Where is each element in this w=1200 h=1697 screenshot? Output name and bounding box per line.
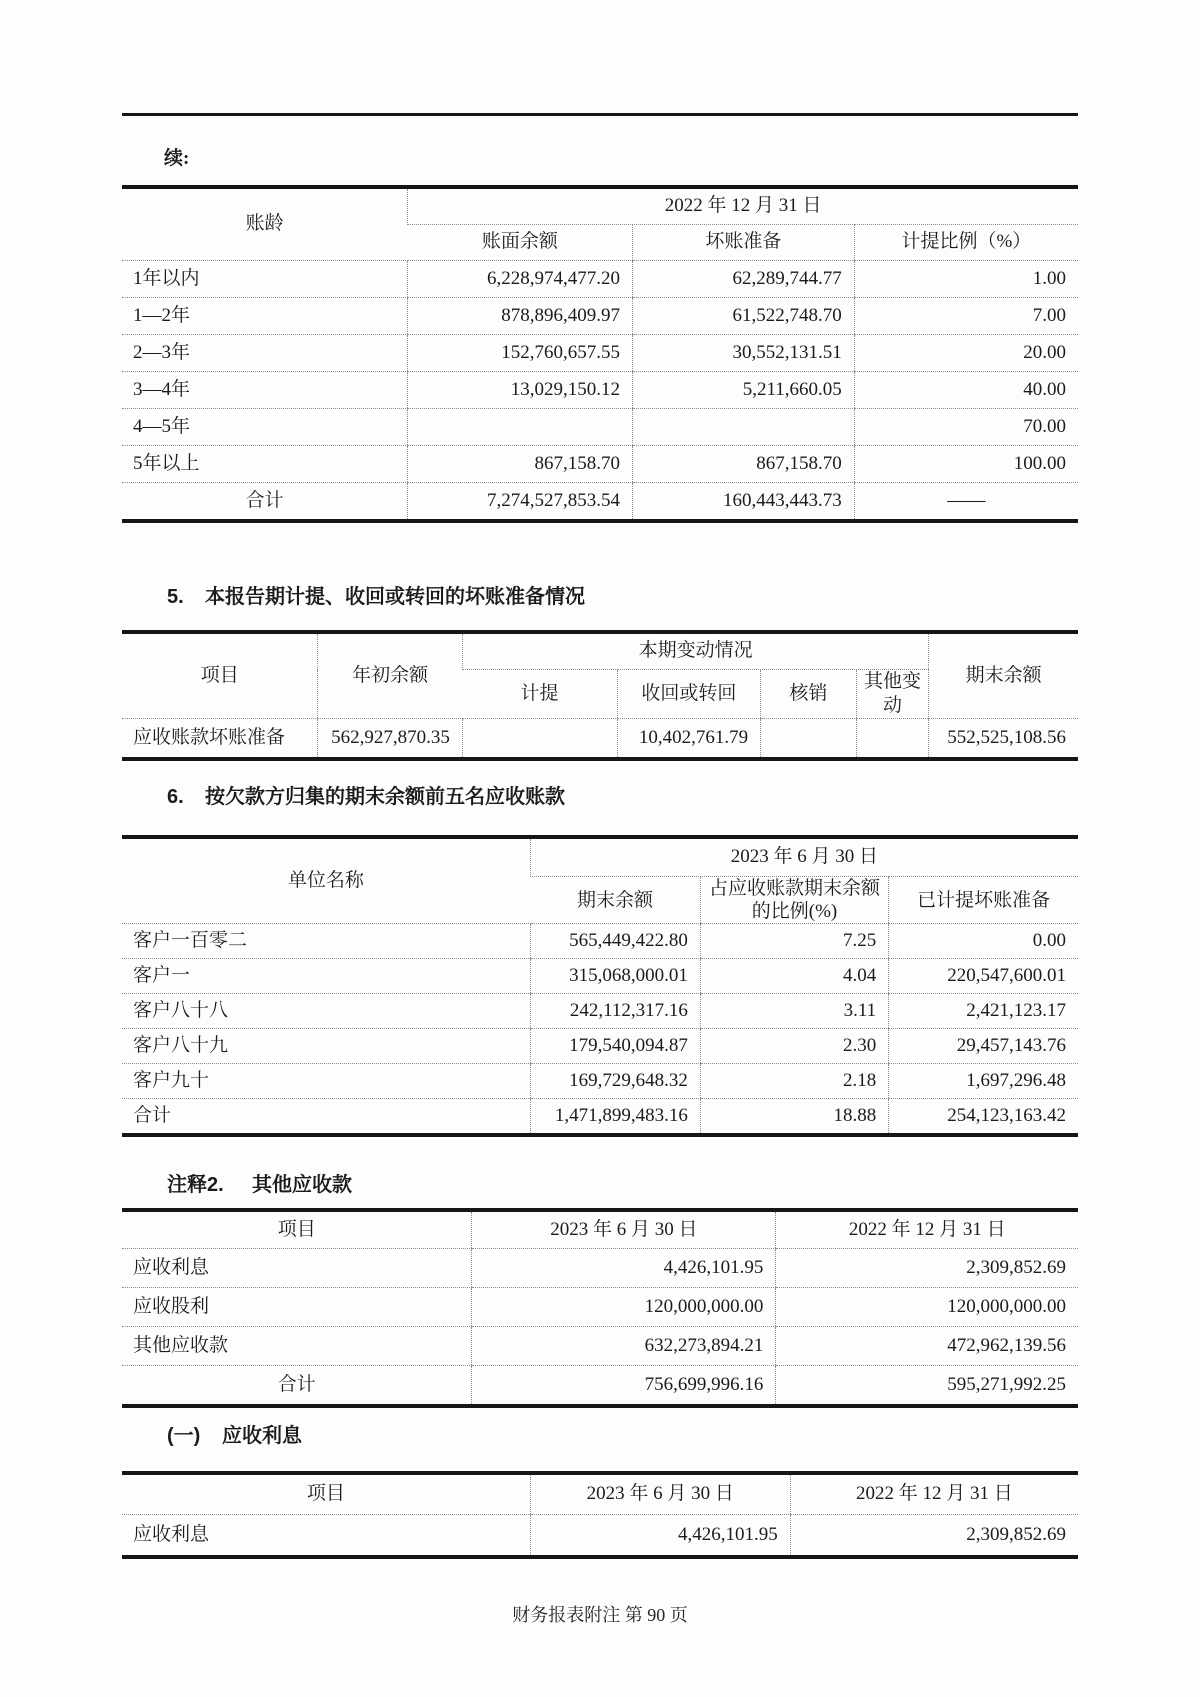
- top5-receivables-table: [122, 835, 1078, 1137]
- cell-age: 1年以内: [122, 261, 408, 298]
- table-row: [122, 1064, 1078, 1099]
- cell-item: 应收利息: [133, 1523, 210, 1545]
- cell-begin: 562,927,870.35: [318, 719, 462, 760]
- cell-total-2022: 595,271,992.25: [776, 1366, 1078, 1407]
- cell-2022: 472,962,139.56: [776, 1327, 1078, 1366]
- cell-balance: 867,158.70: [408, 446, 633, 483]
- cell-ratio: 2.30: [700, 1029, 888, 1064]
- table-total-row: [122, 1366, 1078, 1407]
- col-header-provision: 坏账准备: [633, 225, 855, 261]
- provision-movement-table: [122, 630, 1078, 761]
- col-header-item: 项目: [122, 632, 318, 719]
- cell-item: 应收股利: [122, 1288, 472, 1327]
- cell-balance: 169,729,648.32: [530, 1064, 700, 1099]
- page-top-rule: [122, 113, 1078, 116]
- cell-age: 2—3年: [122, 335, 408, 372]
- cell-total-label: 合计: [245, 489, 284, 511]
- cell-age: 4—5年: [122, 409, 408, 446]
- cell-ratio: 40.00: [854, 372, 1078, 409]
- col-header-accrual: 计提: [462, 670, 617, 719]
- col-header-ratio: 占应收账款期末余额 的比例(%): [700, 877, 888, 924]
- note-number: 注释2.: [167, 1174, 224, 1196]
- cell-ratio: 20.00: [854, 335, 1078, 372]
- interest-receivable-table: [122, 1471, 1078, 1559]
- cell-item: 其他应收款: [122, 1327, 472, 1366]
- cell-provision: [633, 409, 855, 446]
- col-header-balance: 账面余额: [408, 225, 633, 261]
- cell-total-2023: 756,699,996.16: [472, 1366, 776, 1407]
- cell-customer: 客户八十九: [122, 1029, 530, 1064]
- cell-balance: 13,029,150.12: [408, 372, 633, 409]
- col-header-date: 2023 年 6 月 30 日: [530, 837, 1078, 877]
- cell-total-label: 合计: [277, 1373, 316, 1395]
- cell-total-label: 合计: [133, 1104, 172, 1126]
- col-header-2022: 2022 年 12 月 31 日: [790, 1473, 1078, 1515]
- col-header-begin: 年初余额: [318, 632, 462, 719]
- cell-2022: 120,000,000.00: [776, 1288, 1078, 1327]
- cell-provision: 61,522,748.70: [633, 298, 855, 335]
- cell-balance: [408, 409, 633, 446]
- col-header-provision: 已计提坏账准备: [889, 877, 1078, 924]
- table-row: [122, 924, 1078, 959]
- table-row: [122, 261, 1078, 298]
- table-header-row: [122, 632, 1078, 670]
- table-row: [122, 335, 1078, 372]
- section-number: 6.: [167, 786, 184, 808]
- col-header-ratio: 计提比例（%）: [854, 225, 1078, 261]
- continued-label: 续:: [164, 148, 190, 169]
- other-receivables-table: [122, 1208, 1078, 1408]
- col-header-recover: 收回或转回: [617, 670, 760, 719]
- cell-total-balance: 1,471,899,483.16: [530, 1099, 700, 1136]
- table-header-row: [122, 187, 1078, 225]
- table-row: [122, 1327, 1078, 1366]
- note-title: 其他应收款: [252, 1174, 352, 1196]
- cell-customer: 客户一: [122, 959, 530, 994]
- cell-ratio: 7.00: [854, 298, 1078, 335]
- cell-2023: 632,273,894.21: [472, 1327, 776, 1366]
- cell-balance: 152,760,657.55: [408, 335, 633, 372]
- section-title: 按欠款方归集的期末余额前五名应收账款: [205, 786, 565, 808]
- cell-2023: 4,426,101.95: [472, 1249, 776, 1288]
- cell-age: 5年以上: [122, 446, 408, 483]
- cell-writeoff: [761, 719, 857, 760]
- cell-ratio: 7.25: [700, 924, 888, 959]
- cell-balance: 179,540,094.87: [530, 1029, 700, 1064]
- table-row: [122, 719, 1078, 760]
- cell-2022: 2,309,852.69: [776, 1249, 1078, 1288]
- cell-accrual: [462, 719, 617, 760]
- table-row: [122, 994, 1078, 1029]
- col-header-change: 本期变动情况: [462, 632, 928, 670]
- col-header-age: 账龄: [122, 187, 408, 261]
- cell-provision: 5,211,660.05: [633, 372, 855, 409]
- col-header-2023: 2023 年 6 月 30 日: [472, 1210, 776, 1249]
- col-header-date: 2022 年 12 月 31 日: [408, 187, 1078, 225]
- col-header-2023: 2023 年 6 月 30 日: [530, 1473, 790, 1515]
- table-header-row: [122, 1473, 1078, 1515]
- col-header-other: 其他变动: [856, 670, 929, 719]
- subsection-number: (一): [167, 1425, 201, 1447]
- col-header-end: 期末余额: [929, 632, 1078, 719]
- cell-ratio: 2.18: [700, 1064, 888, 1099]
- section-title: 本报告期计提、收回或转回的坏账准备情况: [205, 586, 585, 608]
- cell-ratio: 70.00: [854, 409, 1078, 446]
- cell-ratio: 1.00: [854, 261, 1078, 298]
- section-5-heading: [122, 585, 1078, 609]
- cell-total-provision: 254,123,163.42: [889, 1099, 1078, 1136]
- cell-total-ratio: ——: [854, 483, 1078, 522]
- table-row: [122, 1249, 1078, 1288]
- cell-2022: 2,309,852.69: [790, 1515, 1078, 1558]
- table-header-row: [122, 1210, 1078, 1249]
- cell-provision: 1,697,296.48: [889, 1064, 1078, 1099]
- cell-total-balance: 7,274,527,853.54: [408, 483, 633, 522]
- table-total-row: [122, 1099, 1078, 1136]
- cell-age: 3—4年: [122, 372, 408, 409]
- note-2-heading: [122, 1173, 1078, 1197]
- col-header-end-balance: 期末余额: [530, 877, 700, 924]
- subsection-1-heading: [122, 1424, 1078, 1448]
- col-header-item: 项目: [122, 1473, 530, 1515]
- cell-2023: 4,426,101.95: [530, 1515, 790, 1558]
- cell-other: [856, 719, 929, 760]
- cell-provision: 62,289,744.77: [633, 261, 855, 298]
- cell-customer: 客户九十: [122, 1064, 530, 1099]
- cell-provision: 220,547,600.01: [889, 959, 1078, 994]
- cell-balance: 6,228,974,477.20: [408, 261, 633, 298]
- table-row: [122, 409, 1078, 446]
- cell-customer: 客户八十八: [122, 994, 530, 1029]
- subsection-title: 应收利息: [222, 1425, 302, 1447]
- cell-provision: 867,158.70: [633, 446, 855, 483]
- aging-table: [122, 185, 1078, 523]
- cell-ratio: 4.04: [700, 959, 888, 994]
- cell-balance: 242,112,317.16: [530, 994, 700, 1029]
- cell-balance: 878,896,409.97: [408, 298, 633, 335]
- cell-item: 应收利息: [122, 1249, 472, 1288]
- table-row: [122, 959, 1078, 994]
- table-total-row: [122, 483, 1078, 522]
- cell-ratio: 100.00: [854, 446, 1078, 483]
- cell-balance: 565,449,422.80: [530, 924, 700, 959]
- cell-recover: 10,402,761.79: [617, 719, 760, 760]
- cell-balance: 315,068,000.01: [530, 959, 700, 994]
- section-number: 5.: [167, 586, 184, 608]
- page-footer: 财务报表附注 第 90 页: [512, 1605, 688, 1625]
- cell-total-provision: 160,443,443.73: [633, 483, 855, 522]
- col-header-name: 单位名称: [122, 837, 530, 924]
- cell-provision: 30,552,131.51: [633, 335, 855, 372]
- cell-end: 552,525,108.56: [929, 719, 1078, 760]
- cell-2023: 120,000,000.00: [472, 1288, 776, 1327]
- table-row: [122, 446, 1078, 483]
- cell-item: 应收账款坏账准备: [133, 726, 286, 748]
- cell-total-ratio: 18.88: [700, 1099, 888, 1136]
- cell-age: 1—2年: [122, 298, 408, 335]
- table-row: [122, 372, 1078, 409]
- col-header-item: 项目: [122, 1210, 472, 1249]
- table-row: [122, 1029, 1078, 1064]
- table-row: [122, 1288, 1078, 1327]
- section-6-heading: [122, 785, 1078, 809]
- col-header-writeoff: 核销: [761, 670, 857, 719]
- cell-provision: 2,421,123.17: [889, 994, 1078, 1029]
- col-header-2022: 2022 年 12 月 31 日: [776, 1210, 1078, 1249]
- cell-provision: 0.00: [889, 924, 1078, 959]
- cell-ratio: 3.11: [700, 994, 888, 1029]
- table-row: [122, 298, 1078, 335]
- table-row: [122, 1515, 1078, 1558]
- table-header-row: [122, 837, 1078, 877]
- cell-customer: 客户一百零二: [122, 924, 530, 959]
- cell-provision: 29,457,143.76: [889, 1029, 1078, 1064]
